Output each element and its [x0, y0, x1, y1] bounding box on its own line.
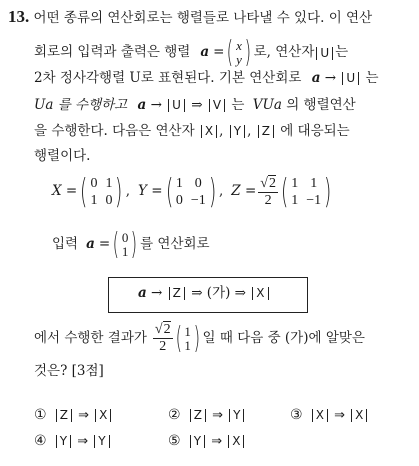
- Y-matrix: ( 1 0 0 −1 ): [165, 172, 217, 212]
- circuit-expression: [138, 287, 271, 301]
- Z-matrix: ( 1 1 1 −1 ): [280, 172, 332, 212]
- gate-Y: Y: [230, 125, 245, 138]
- vector-a: a: [311, 70, 321, 86]
- Z-coefficient: $\frac{√2}{2}$: [260, 175, 276, 208]
- line2-mid: 로, 연산자: [253, 44, 315, 61]
- arrow: →: [150, 97, 162, 113]
- imply-arrow: ⇒: [191, 97, 203, 113]
- option-gate: X: [228, 435, 244, 448]
- option-gate: X: [95, 409, 111, 422]
- line5-post: 에 대응되는: [280, 123, 350, 139]
- gate-X: X: [252, 287, 268, 300]
- imply-arrow: ⇒: [77, 434, 89, 449]
- X-matrix: ( 0 1 1 0 ): [80, 172, 123, 212]
- gate-V: V: [209, 99, 225, 112]
- line3-text: 2차 정사각행렬 U로 표현된다. 기본 연산회로: [34, 70, 302, 86]
- result-coefficient: $\frac{√2}{2}$: [154, 322, 171, 354]
- option-marker: ③: [290, 407, 303, 423]
- line2-text: 회로의 입력과 출력은 행렬: [34, 44, 191, 61]
- expr-VUa: VUa: [252, 97, 282, 113]
- line2-post: 는: [335, 44, 349, 61]
- option-2[interactable]: [168, 408, 246, 423]
- imply-arrow: ⇒: [334, 408, 345, 423]
- option-gate: X: [351, 409, 367, 422]
- line5-text: 을 수행한다. 다음은 연산자: [34, 123, 195, 139]
- last-line-text: 것은? [3점]: [34, 363, 104, 379]
- line4-text: Ua 를 수행하고: [34, 97, 128, 113]
- option-marker: ④: [34, 433, 47, 449]
- line6-text: 행렬이다.: [34, 148, 91, 164]
- problem-number: 13.: [8, 7, 30, 26]
- option-gate: Z: [56, 409, 72, 422]
- option-marker: ①: [34, 407, 47, 423]
- problem-line-2: [34, 35, 349, 70]
- gate-Z: Z: [258, 125, 274, 138]
- gate-U: U: [316, 47, 333, 60]
- option-marker: ⑤: [168, 433, 181, 449]
- equals-sign: =: [98, 236, 111, 253]
- imply-arrow: ⇒: [212, 408, 223, 423]
- result-line: [34, 322, 365, 355]
- input-vector: ( 0 1 ): [112, 227, 138, 262]
- result-vector: ( 1 1 ): [175, 320, 200, 356]
- problem-line-1: [8, 8, 372, 26]
- gate-Z: Z: [169, 287, 185, 300]
- option-marker: ②: [168, 407, 181, 423]
- problem-line-4: [34, 99, 356, 113]
- imply-arrow: ⇒: [78, 408, 89, 423]
- Z-label: Z =: [231, 183, 257, 200]
- vector-a: a: [138, 285, 147, 301]
- option-gate: Y: [190, 435, 205, 448]
- imply-arrow: ⇒: [234, 285, 246, 301]
- gate-U: U: [342, 72, 359, 85]
- input-post: 를 연산회로: [140, 236, 210, 253]
- line1-text: 어떤 종류의 연산회로는 행렬들로 나타낼 수 있다. 이 연산: [33, 10, 373, 26]
- problem-line-5: 을 수행한다. 다음은 연산자 X , Y , Z 에 대응되는: [34, 123, 350, 139]
- imply-arrow: ⇒: [211, 434, 223, 449]
- option-5[interactable]: [168, 434, 246, 449]
- option-gate: Y: [94, 435, 109, 448]
- option-gate: Z: [190, 409, 206, 422]
- gate-U: U: [168, 99, 185, 112]
- vector-a: a: [86, 236, 95, 253]
- input-line: [52, 227, 210, 262]
- X-label: X =: [52, 183, 78, 200]
- result-pre: 에서 수행한 결과가: [34, 329, 147, 346]
- line4-mid: 는: [231, 97, 245, 113]
- problem-line-3: [34, 72, 379, 86]
- option-gate: Y: [229, 409, 244, 422]
- vector-a: a: [137, 97, 147, 113]
- option-3[interactable]: [290, 408, 369, 423]
- vector-a: a: [200, 44, 210, 61]
- input-output-vector: ( x y ): [227, 35, 251, 70]
- input-label: 입력: [52, 236, 79, 253]
- option-gate: Y: [56, 435, 71, 448]
- question-ending: [34, 365, 104, 379]
- Y-label: Y =: [138, 183, 163, 200]
- line3-post: 는: [365, 70, 379, 86]
- line4-post: 의 행렬연산: [286, 97, 356, 113]
- option-1[interactable]: [34, 408, 113, 423]
- option-gate: X: [312, 409, 328, 422]
- result-post: 일 때 다음 중 (가)에 알맞은: [202, 329, 365, 346]
- arrow: →: [324, 70, 337, 86]
- arrow: →: [151, 285, 163, 301]
- blank-ga: (가): [206, 285, 231, 301]
- equals-sign: =: [213, 44, 225, 61]
- matrices-row: X = ( 0 1 1 0 ) , Y = ( 1 0 0 −1 ) , Z = $\frac{√2}{2}$ ( 1 1 1 −1 ): [52, 175, 334, 209]
- imply-arrow: ⇒: [191, 285, 203, 301]
- gate-X: X: [201, 125, 217, 138]
- problem-line-6: [34, 150, 90, 164]
- option-4[interactable]: [34, 434, 112, 449]
